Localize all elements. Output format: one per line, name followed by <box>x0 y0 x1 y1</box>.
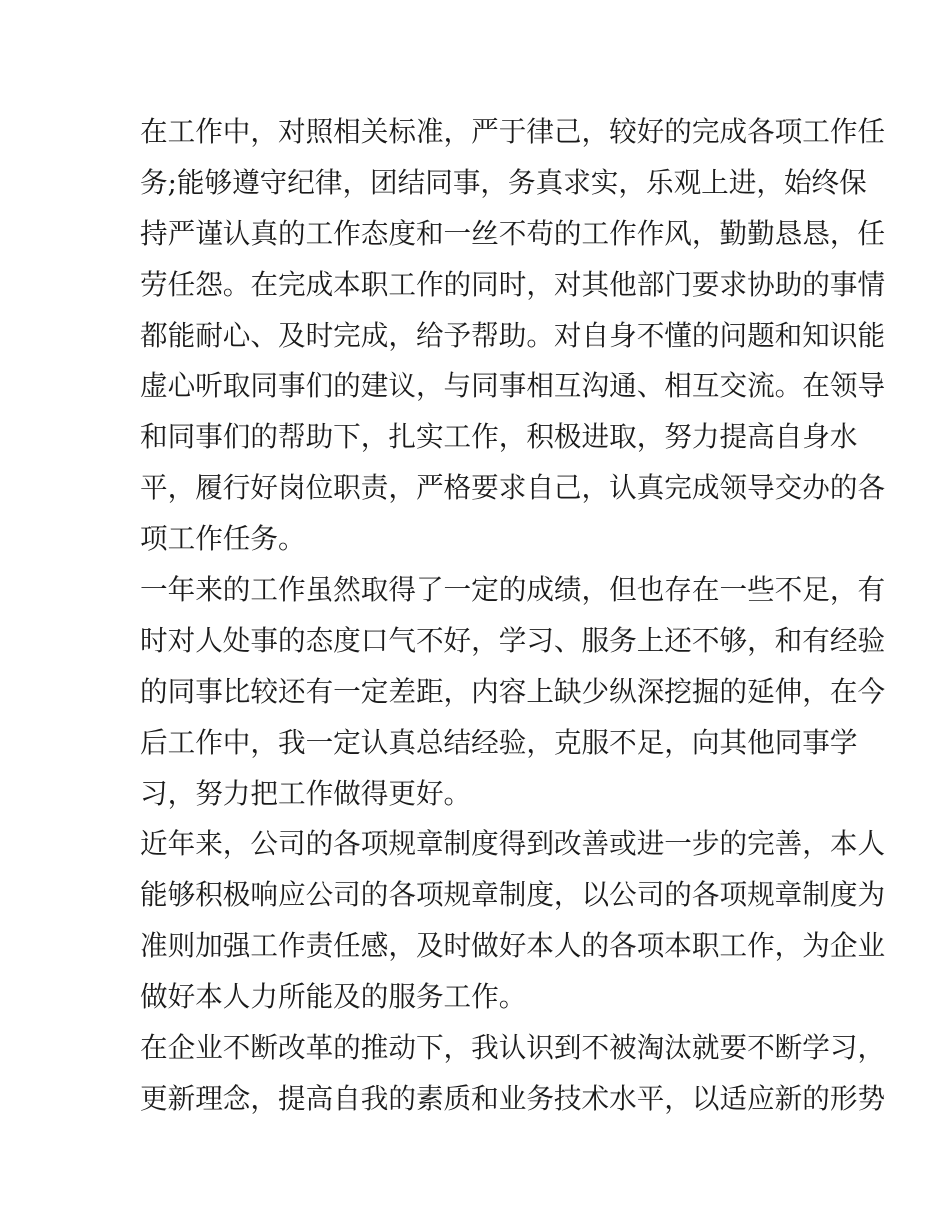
text-line: 更新理念，提高自我的素质和业务技术水平，以适应新的形势 <box>140 1081 886 1115</box>
text-line: 后工作中，我一定认真总结经验，克服不足，向其他同事学 <box>140 725 858 759</box>
paragraph-1 <box>140 107 886 565</box>
text-line: 持严谨认真的工作态度和一丝不苟的工作作风，勤勤恳恳，任 <box>140 216 886 250</box>
paragraph-2 <box>140 565 886 819</box>
text-line: 准则加强工作责任感，及时做好本人的各项本职工作，为企业 <box>140 929 886 963</box>
document-body <box>140 107 886 1125</box>
text-line: 习，努力把工作做得更好。 <box>140 776 472 810</box>
paragraph-4 <box>140 1023 886 1125</box>
text-line: 一年来的工作虽然取得了一定的成绩，但也存在一些不足，有 <box>140 573 886 607</box>
text-line: 虚心听取同事们的建议，与同事相互沟通、相互交流。在领导 <box>140 369 886 403</box>
text-line: 务;能够遵守纪律，团结同事，务真求实，乐观上进，始终保 <box>140 165 867 199</box>
text-line: 劳任怨。在完成本职工作的同时，对其他部门要求协助的事情 <box>140 267 886 301</box>
paragraph-3 <box>140 819 886 1023</box>
text-line: 能够积极响应公司的各项规章制度，以公司的各项规章制度为 <box>140 878 886 912</box>
text-line: 在企业不断改革的推动下，我认识到不被淘汰就要不断学习， <box>140 1031 886 1065</box>
text-line: 在工作中，对照相关标准，严于律己，较好的完成各项工作任 <box>140 115 886 148</box>
text-line: 都能耐心、及时完成，给予帮助。对自身不懂的问题和知识能 <box>140 318 886 352</box>
text-line: 近年来，公司的各项规章制度得到改善或进一步的完善，本人 <box>140 827 886 861</box>
text-line: 平，履行好岗位职责，严格要求自己，认真完成领导交办的各 <box>140 471 886 505</box>
text-line: 项工作任务。 <box>140 522 306 556</box>
text-line: 时对人处事的态度口气不好，学习、服务上还不够，和有经验 <box>140 623 886 657</box>
text-line: 的同事比较还有一定差距，内容上缺少纵深挖掘的延伸，在今 <box>140 674 886 708</box>
text-line: 和同事们的帮助下，扎实工作，积极进取，努力提高自身水 <box>140 420 858 454</box>
text-line: 做好本人力所能及的服务工作。 <box>140 980 527 1014</box>
